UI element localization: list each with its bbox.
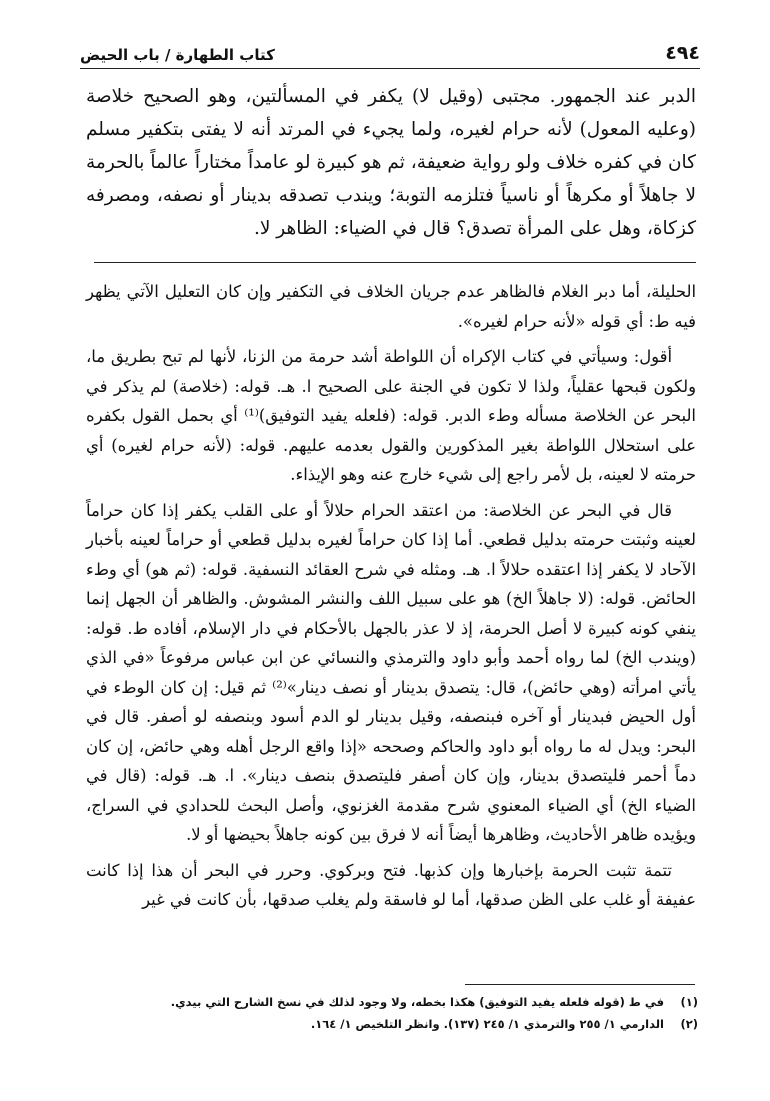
commentary-paragraph-2: أقول: وسيأتي في كتاب الإكراه أن اللواطة أشد حرمة من الزنا، لأنها لم تبح بطريق ما، ولكون قبحها عقلياً، ولذا لا تكون في الجنة على الصحيح ا. هـ. قوله: (خلاصة) لم يذكر في البحر عن الخلاصة مسأله وطء الدبر. قوله: (فلعله يفيد التوفيق)⁽¹⁾ أي بحمل القول بكفره على استحلال اللواطة بغير المذكورين والقول بعدمه عليهم. قوله: (لأنه حرام لغيره) أي حرمته لا لعينه، بل لأمر راجع إلى شيء خارج عنه وهو الإيذاء. [86,347,696,484]
footnote-text: الدارمي ١/ ٢٥٥ والترمذي ١/ ٢٤٥ (١٣٧). وانظر التلخيص ١/ ١٦٤. [310,1017,664,1031]
footnotes [86,991,698,1035]
footnote-rule [465,984,695,985]
text-separator-rule [94,262,696,263]
main-text: الدبر عند الجمهور. مجتبى (وقيل لا) يكفر في المسألتين، وهو الصحيح خلاصة (وعليه المعول) لأنه حرام لغيره، ولما يجيء في المرتد أنه لا يفتى بتكفير مسلم كان في كفره خلاف ولو رواية ضعيفة، ثم هو كبيرة لو عامداً مختاراً عالماً بالحرمة لا جاهلاً أو مكرهاً أو ناسياً فتلزمه التوبة؛ ويندب تصدقه بدينار أو نصفه، ومصرفه كزكاة، وهل على المرأة تصدق؟ قال في الضياء: الظاهر لا. [86,86,696,239]
commentary-paragraph-1: الحليلة، أما دبر الغلام فالظاهر عدم جريان الخلاف في التكفير وإن كان التعليل الآتي يظهر فيه ط: أي قوله «لأنه حرام لغيره». [86,282,696,331]
footnote-text: في ط (قوله فلعله يفيد التوفيق) هكذا بخطه، ولا وجود لذلك في نسخ الشارح التي بيدي. [170,995,664,1009]
commentary [86,277,696,921]
running-title: كتاب الطهارة / باب الحيض [80,46,275,64]
page-header [80,38,700,64]
page-number: ٤٩٤ [665,42,700,64]
footnote-number: (٢) [680,1017,698,1031]
commentary-paragraph-4: تتمة تثبت الحرمة بإخبارها وإن كذبها. فتح وبركوي. وحرر في البحر أن هذا إذا كانت عفيفة أو غلب على الظن صدقها، أما لو فاسقة ولم يغلب صدقها، بأن كانت في غير [86,860,696,909]
footnote-2 [86,1013,698,1035]
footnote-1 [86,991,698,1013]
commentary-paragraph-3: قال في البحر عن الخلاصة: من اعتقد الحرام حلالاً أو على القلب يكفر إذا كان حراماً لعينه وثبتت حرمته بدليل قطعي. أما إذا كان حراماً لغيره بدليل قطعي أو حراماً لعينه بأخبار الآحاد لا يكفر إذا اعتقده حلالاً ا. هـ. ومثله في شرح العقائد النسفية. قوله: (ثم هو) أي وطء الحائض. قوله: (لا جاهلاً الخ) هو على سبيل اللف والنشر المشوش. والظاهر أن الجهل إنما ينفي كونه كبيرة لا أصل الحرمة، إذ لا عذر بالجهل بالأحكام في دار الإسلام، أفاده ط. قوله: (ويندب الخ) لما رواه أحمد وأبو داود والترمذي والنسائي عن ابن عباس مرفوعاً «في الذي يأتي امرأته (وهي حائض)، قال: يتصدق بدينار أو نصف دينار»⁽²⁾ ثم قيل: إن كان الوطء في أول الحيض فبدينار أو آخره فبنصفه، وقيل بدينار لو الدم أسود وبنصفه لو أصفر. قال في البحر: ويدل له ما رواه أبو داود والحاكم وصححه «إذا واقع الرجل أهله وهي حائض، إن كان دماً أحمر فليتصدق بدينار، وإن كان أصفر فليتصدق بنصف دينار». ا. هـ. قوله: (قال في الضياء الخ) أي الضياء المعنوي شرح مقدمة الغزنوي، وأصل البحث للحدادي في السراج، ويؤيده ظاهر الأحاديث، وظاهرها أيضاً أنه لا فرق بين كونه جاهلاً بحيضها أو لا. [86,500,696,844]
footnote-number: (١) [680,995,698,1009]
header-rule [80,68,700,69]
